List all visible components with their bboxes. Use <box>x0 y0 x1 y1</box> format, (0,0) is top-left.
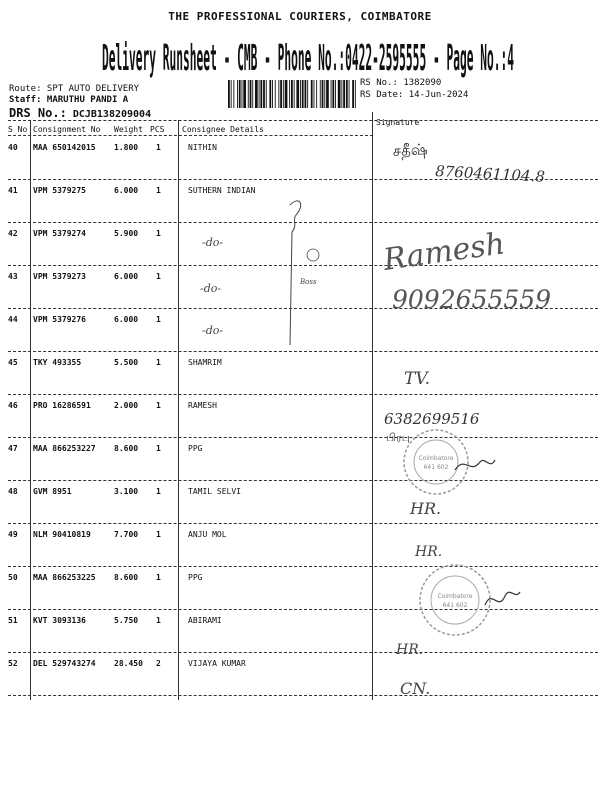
barcode-bar <box>352 80 354 108</box>
barcode-bar <box>320 80 321 108</box>
row-divider <box>8 523 598 524</box>
row-weight: 7.700 <box>114 530 139 539</box>
route-label: Route: SPT AUTO DELIVERY <box>9 84 140 94</box>
row-consignment-number: MAA 866253227 <box>33 444 96 453</box>
barcode-bar <box>259 80 260 108</box>
barcode-bar <box>260 80 262 108</box>
barcode-bar <box>346 80 348 108</box>
row-consignee: NITHIN <box>188 143 217 152</box>
row-sno: 44 <box>8 315 18 324</box>
row-weight: 8.600 <box>114 573 139 582</box>
barcode-bar <box>332 80 334 108</box>
row-consignment-number: VPM 5379276 <box>33 315 86 324</box>
row-weight: 6.000 <box>114 186 139 195</box>
barcode-bar <box>294 80 295 108</box>
handwritten-signature: TV. <box>404 369 431 389</box>
row-consignment-number: TKY 493355 <box>33 358 82 367</box>
barcode <box>228 80 356 108</box>
row-weight: 6.000 <box>114 272 139 281</box>
row-pcs: 1 <box>156 315 161 324</box>
barcode-bar <box>280 80 282 108</box>
row-consignment-number: VPM 5379273 <box>33 272 86 281</box>
column-header-pcs: PCS <box>150 125 165 134</box>
handwritten-signature: CN. <box>400 679 431 698</box>
row-consignee: RAMESH <box>188 401 217 410</box>
barcode-bar <box>278 80 279 108</box>
row-weight: 5.500 <box>114 358 139 367</box>
handwritten-phone: 6382699516 <box>384 410 480 428</box>
drs-number-value: DCJB138209004 <box>72 109 152 120</box>
row-sno: 40 <box>8 143 18 152</box>
company-name: THE PROFESSIONAL COURIERS, COIMBATORE <box>168 10 432 23</box>
barcode-bar <box>331 80 332 108</box>
row-consignment-number: MAA 866253225 <box>33 573 96 582</box>
row-divider <box>8 308 598 309</box>
row-sno: 41 <box>8 186 18 195</box>
handwritten-scribble <box>455 460 495 470</box>
barcode-bar <box>239 80 241 108</box>
row-sno: 46 <box>8 401 18 410</box>
barcode-bar <box>291 80 293 108</box>
row-consignment-number: PRO 16286591 <box>33 401 91 410</box>
stamp-text: Coimbatore <box>418 455 454 462</box>
row-weight: 8.600 <box>114 444 139 453</box>
column-header-signature: Signature <box>376 118 420 127</box>
handwritten-doodle <box>307 249 319 261</box>
row-sno: 48 <box>8 487 18 496</box>
column-divider <box>178 120 179 700</box>
row-pcs: 1 <box>156 573 161 582</box>
row-divider <box>8 566 598 567</box>
row-divider <box>8 437 598 438</box>
barcode-bar <box>275 80 276 108</box>
row-sno: 45 <box>8 358 18 367</box>
barcode-bar <box>343 80 345 108</box>
row-consignee: TAMIL SELVI <box>188 487 241 496</box>
barcode-bar <box>242 80 243 108</box>
barcode-bar <box>283 80 284 108</box>
row-weight: 28.450 <box>114 659 143 668</box>
row-weight: 6.000 <box>114 315 139 324</box>
row-pcs: 1 <box>156 401 161 410</box>
barcode-bar <box>228 80 230 108</box>
row-divider <box>8 609 598 610</box>
barcode-bar <box>316 80 317 108</box>
barcode-bar <box>237 80 238 108</box>
row-weight: 1.800 <box>114 143 139 152</box>
row-consignee: VIJAYA KUMAR <box>188 659 246 668</box>
handwritten-note: Boss <box>300 278 317 286</box>
company-stamp <box>420 565 490 635</box>
barcode-bar <box>307 80 308 108</box>
barcode-bar <box>335 80 336 108</box>
row-divider <box>8 179 598 180</box>
svg-text:Delivery Runsheet - CMB - Phon: Delivery Runsheet - CMB - Phone No.:0422-2595555 - Page No.:4 <box>102 38 514 79</box>
row-consignee: ABIRAMI <box>188 616 222 625</box>
row-pcs: 1 <box>156 272 161 281</box>
row-pcs: 1 <box>156 229 161 238</box>
row-pcs: 1 <box>156 186 161 195</box>
row-consignee: PPG <box>188 573 203 582</box>
handwritten-phone: 9092655559 <box>392 285 552 314</box>
row-consignment-number: NLM 90410819 <box>33 530 91 539</box>
handwritten-name: பிரபு <box>386 431 410 444</box>
row-pcs: 1 <box>156 487 161 496</box>
row-sno: 47 <box>8 444 18 453</box>
column-divider <box>30 120 31 700</box>
barcode-bar <box>314 80 315 108</box>
barcode-bar <box>248 80 249 108</box>
barcode-bar <box>263 80 265 108</box>
row-consignee: ANJU MOL <box>188 530 227 539</box>
row-sno: 51 <box>8 616 18 625</box>
row-pcs: 2 <box>156 659 161 668</box>
barcode-bar <box>355 80 356 108</box>
barcode-bar <box>349 80 350 108</box>
handwritten-ditto: -do- <box>200 282 222 295</box>
staff-label: Staff: MARUTHU PANDI A <box>9 95 129 105</box>
barcode-bar <box>341 80 342 108</box>
handwritten-signature: HR. <box>410 499 442 518</box>
row-consignment-number: KVT 3093136 <box>33 616 86 625</box>
row-sno: 49 <box>8 530 18 539</box>
row-consignment-number: VPM 5379275 <box>33 186 86 195</box>
barcode-bar <box>296 80 299 108</box>
barcode-bar <box>311 80 313 108</box>
column-header-consignee: Consignee Details <box>182 125 264 134</box>
row-sno: 50 <box>8 573 18 582</box>
barcode-bar <box>266 80 267 108</box>
row-sno: 42 <box>8 229 18 238</box>
rs-number: RS No.: 1382090 <box>360 78 442 88</box>
barcode-bar <box>231 80 232 108</box>
runsheet-title <box>98 26 518 82</box>
barcode-bar <box>289 80 290 108</box>
table-top-rule <box>8 120 598 121</box>
barcode-bar <box>326 80 329 108</box>
row-consignment-number: MAA 650142015 <box>33 143 96 152</box>
row-pcs: 1 <box>156 444 161 453</box>
drs-number-label: DRS No.: <box>9 106 67 120</box>
handwritten-signature: HR. <box>415 544 443 560</box>
row-consignment-number: GVM 8951 <box>33 487 72 496</box>
header-bottom-rule <box>8 135 373 136</box>
column-header-sno: S No <box>8 125 28 134</box>
row-weight: 3.100 <box>114 487 139 496</box>
handwritten-phone: 8760461104.8 <box>434 162 546 186</box>
row-consignee: PPG <box>188 444 203 453</box>
handwritten-signature: HR. <box>396 642 424 658</box>
barcode-bar <box>269 80 271 108</box>
barcode-bar <box>243 80 246 108</box>
barcode-bar <box>338 80 341 108</box>
column-divider <box>372 112 373 700</box>
row-divider <box>8 652 598 653</box>
row-pcs: 1 <box>156 616 161 625</box>
drs-number <box>9 106 151 120</box>
barcode-bar <box>233 80 234 108</box>
row-pcs: 1 <box>156 358 161 367</box>
row-sno: 52 <box>8 659 18 668</box>
barcode-bar <box>285 80 288 108</box>
row-weight: 2.000 <box>114 401 139 410</box>
barcode-bar <box>255 80 258 108</box>
row-consignment-number: DEL 529743274 <box>33 659 96 668</box>
row-weight: 5.750 <box>114 616 139 625</box>
barcode-bar <box>302 80 304 108</box>
row-divider <box>8 265 598 266</box>
row-divider <box>8 351 598 352</box>
row-divider <box>8 695 598 696</box>
barcode-bar <box>252 80 253 108</box>
stamp-text: Coimbatore <box>437 593 473 600</box>
barcode-bar <box>324 80 325 108</box>
rs-date: RS Date: 14-Jun-2024 <box>360 90 469 100</box>
row-divider <box>8 394 598 395</box>
stamp-text: 641 602 <box>423 464 449 471</box>
row-sno: 43 <box>8 272 18 281</box>
column-header-weight: Weight <box>114 125 143 134</box>
row-divider <box>8 480 598 481</box>
barcode-bar <box>250 80 252 108</box>
row-divider <box>8 222 598 223</box>
row-weight: 5.900 <box>114 229 139 238</box>
row-pcs: 1 <box>156 143 161 152</box>
handwritten-ditto: -do- <box>202 324 224 337</box>
barcode-bar <box>272 80 273 108</box>
company-stamp <box>404 430 468 494</box>
handwritten-signature: சதீஷ் <box>392 140 429 160</box>
row-consignment-number: VPM 5379274 <box>33 229 86 238</box>
column-header-consignment: Consignment No <box>33 125 101 134</box>
barcode-bar <box>322 80 324 108</box>
row-consignee: SHAMRIM <box>188 358 222 367</box>
stamp-text: 641 602 <box>442 602 468 609</box>
handwritten-ditto: -do- <box>202 236 224 249</box>
row-pcs: 1 <box>156 530 161 539</box>
barcode-bar <box>305 80 307 108</box>
handwritten-scribble <box>485 592 520 605</box>
handwritten-signature: Ramesh <box>381 226 508 278</box>
barcode-bar <box>300 80 301 108</box>
row-consignee: SUTHERN INDIAN <box>188 186 256 195</box>
